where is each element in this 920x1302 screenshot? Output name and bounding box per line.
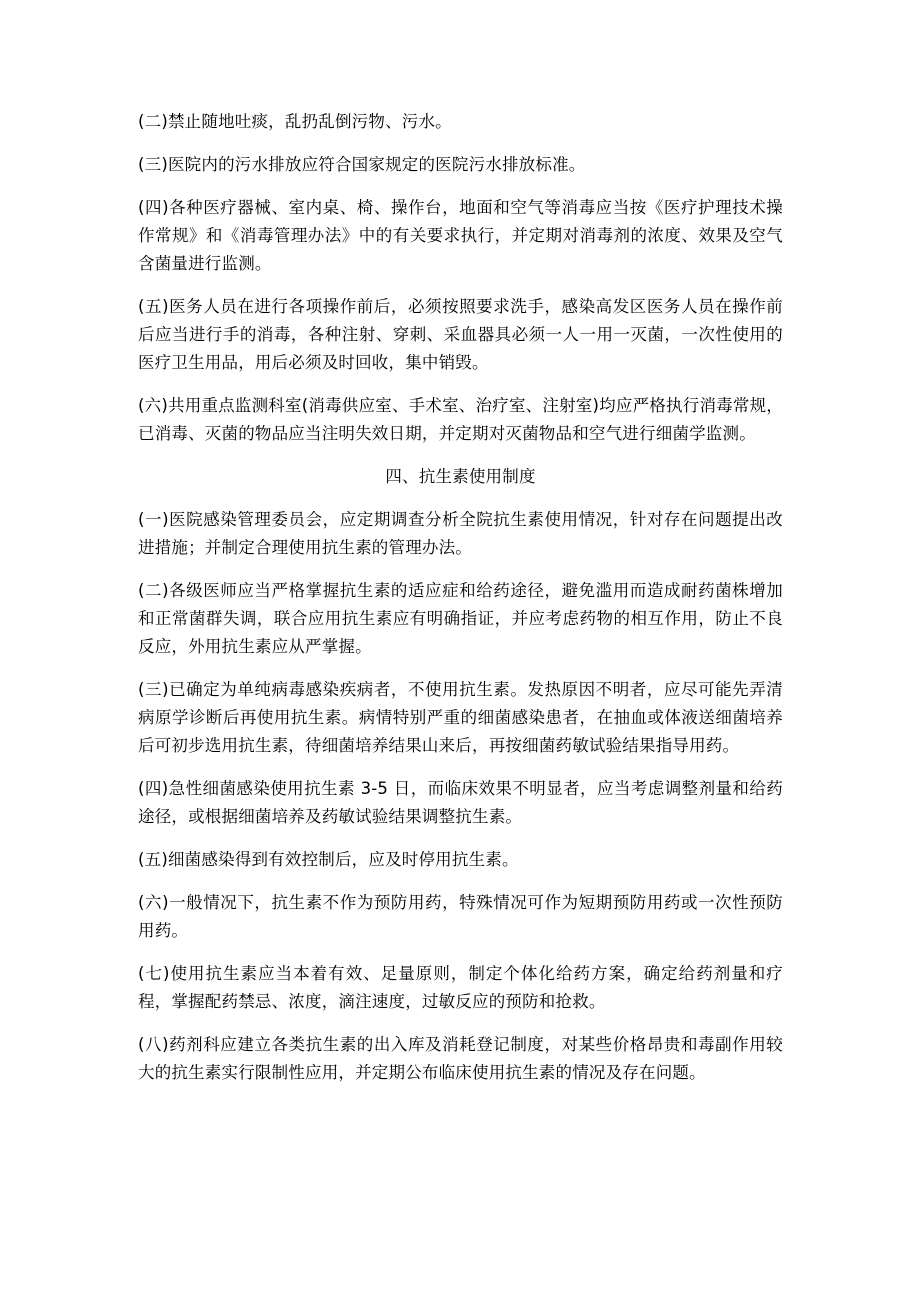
antibiotic-rule-1: (一)医院感染管理委员会，应定期调查分析全院抗生素使用情况，针对存在问题提出改进措施；并制定合理使用抗生素的管理办法。 [138,510,783,557]
antibiotic-rule-5: (五)细菌感染得到有效控制后，应及时停用抗生素。 [138,850,519,869]
paragraph-2: (二)禁止随地吐痰，乱扔乱倒污物、污水。 [138,112,452,131]
antibiotic-rule-4: (四)急性细菌感染使用抗生素 3-5 日，而临床效果不明显者，应当考虑调整剂量和给药途径，或根据细菌培养及药敏试验结果调整抗生素。 [138,779,783,826]
paragraph-4: (四)各种医疗器械、室内桌、椅、操作台，地面和空气等消毒应当按《医疗护理技术操作常规》和《消毒管理办法》中的有关要求执行，并定期对消毒剂的浓度、效果及空气含菌量进行监测。 [138,198,783,273]
antibiotic-rule-8: (八)药剂科应建立各类抗生素的出入库及消耗登记制度，对某些价格昂贵和毒副作用较大的抗生素实行限制性应用，并定期公布临床使用抗生素的情况及存在问题。 [138,1035,783,1082]
antibiotic-rule-3: (三)已确定为单纯病毒感染疾病者，不使用抗生素。发热原因不明者，应尽可能先弄清病原学诊断后再使用抗生素。病情特别严重的细菌感染患者，在抽血或体液送细菌培养后可初步选用抗生素，待细菌培养结果山来后，再按细菌药敏试验结果指导用药。 [138,680,783,755]
antibiotic-rule-2: (二)各级医师应当严格掌握抗生素的适应症和给药途径，避免滥用而造成耐药菌株增加和正常菌群失调，联合应用抗生素应有明确指证，并应考虑药物的相互作用，防止不良反应，外用抗生素应从严掌握。 [138,581,783,656]
antibiotic-rule-6: (六)一般情况下，抗生素不作为预防用药，特殊情况可作为短期预防用药或一次性预防用药。 [138,893,783,940]
paragraph-6: (六)共用重点监测科室(消毒供应室、手术室、治疗室、注射室)均应严格执行消毒常规，已消毒、灭菌的物品应当注明失效日期，并定期对灭菌物品和空气进行细菌学监测。 [138,396,783,443]
paragraph-5: (五)医务人员在进行各项操作前后，必须按照要求洗手，感染高发区医务人员在操作前后应当进行手的消毒，各种注射、穿刺、采血器具必须一人一用一灭菌，一次性使用的医疗卫生用品，用后必须及时回收，集中销毁。 [138,297,783,372]
paragraph-3: (三)医院内的污水排放应符合国家规定的医院污水排放标准。 [138,155,586,174]
antibiotic-rule-7: (七)使用抗生素应当本着有效、足量原则，制定个体化给药方案，确定给药剂量和疗程，掌握配药禁忌、浓度，滴注速度，过敏反应的预防和抢救。 [138,964,783,1011]
document-page [138,108,783,1102]
section-heading: 四、抗生素使用制度 [385,467,536,486]
